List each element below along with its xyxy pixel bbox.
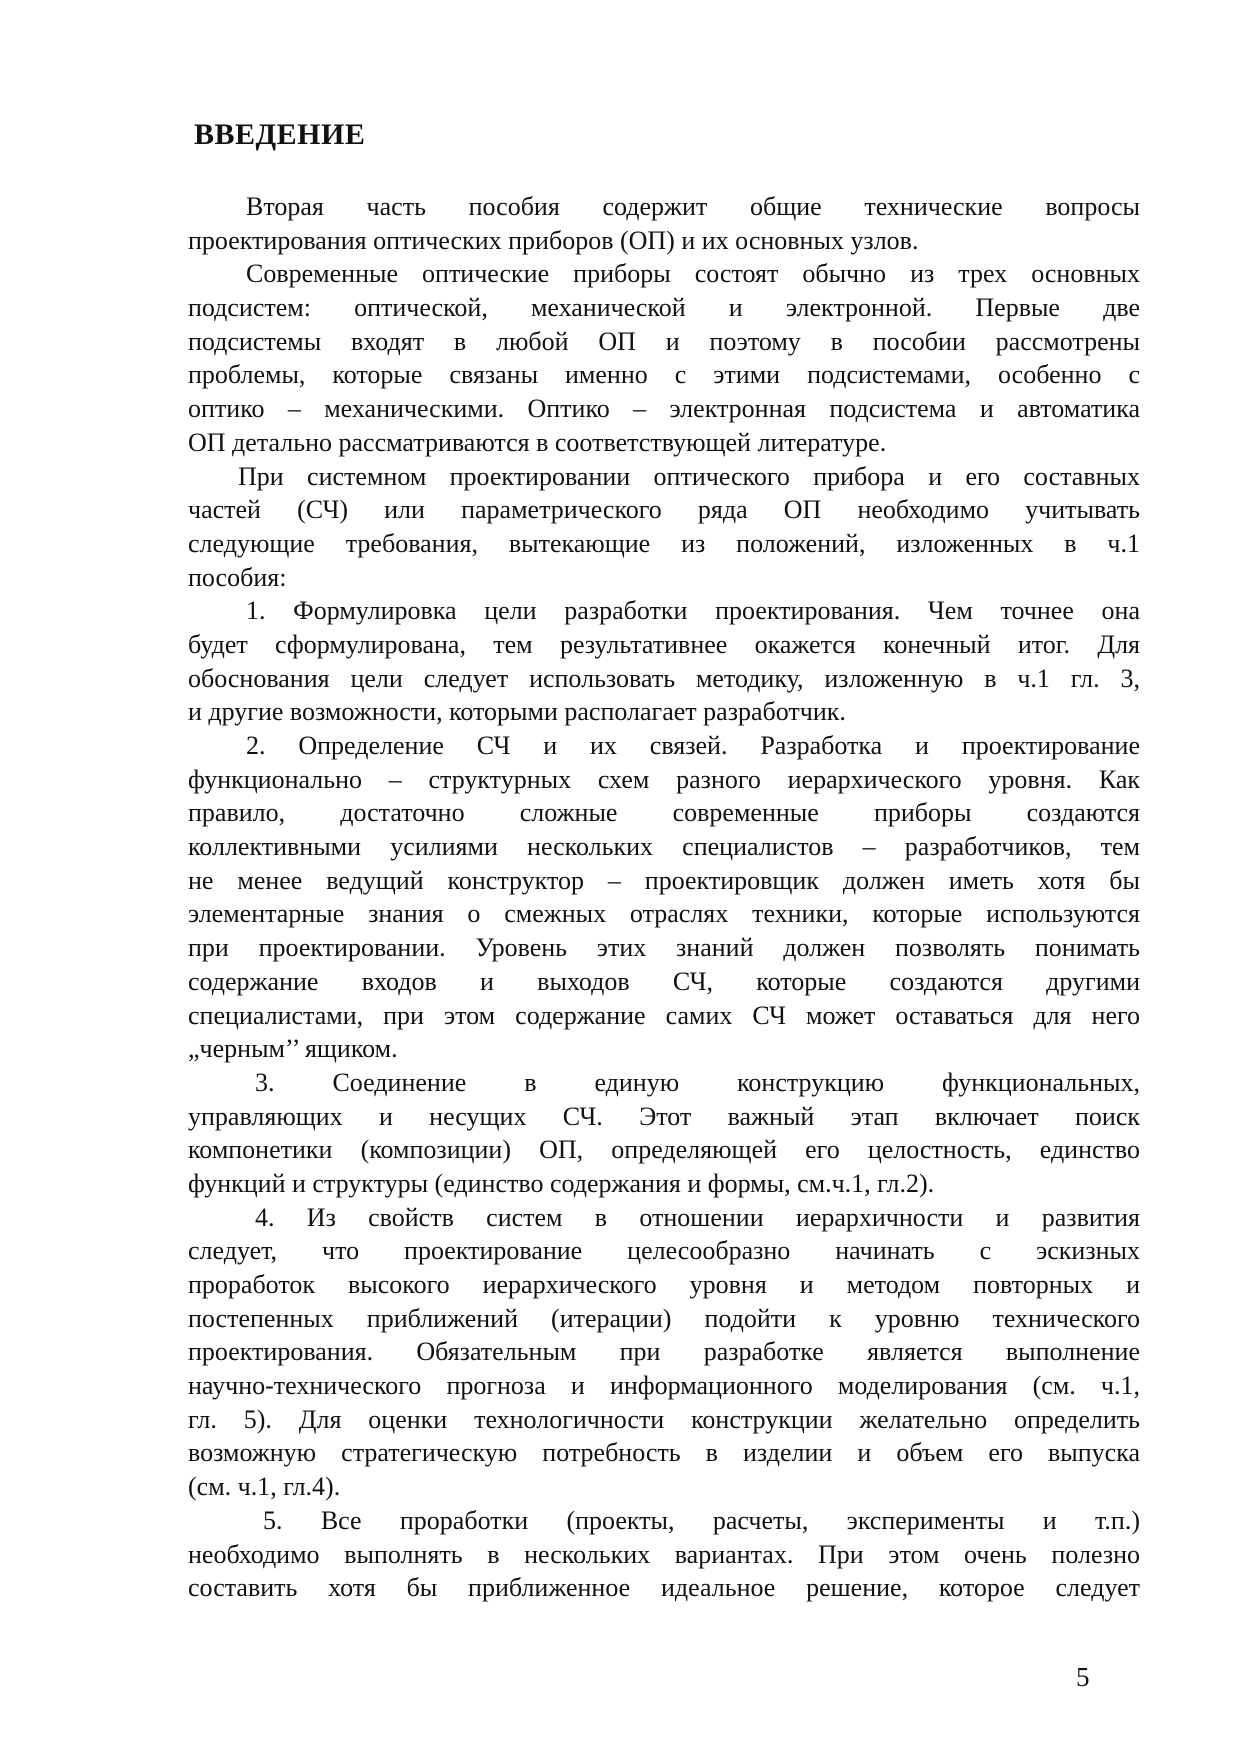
text-line: специалистами, при этом содержание самих СЧ может оставаться для него	[188, 1000, 1140, 1030]
text-line: функций и структуры (единство содержания и формы, см.ч.1, гл.2).	[188, 1168, 935, 1198]
text-line: „черным’’ ящиком.	[188, 1034, 398, 1064]
text-line: обоснования цели следует использовать методику, изложенную в ч.1 гл. 3,	[188, 663, 1140, 693]
text-line: (см. ч.1, гл.4).	[188, 1472, 341, 1502]
text-line: ОП детально рассматриваются в соответствующей литературе.	[188, 427, 887, 457]
text-line: При системном проектировании оптического прибора и его составных	[238, 461, 1140, 491]
text-line: составить хотя бы приближенное идеальное решение, которое следует	[188, 1573, 1140, 1603]
text-line: пособия:	[188, 562, 287, 592]
text-line: проработок высокого иерархического уровня и методом повторных и	[188, 1270, 1140, 1299]
text-line: не менее ведущий конструктор – проектировщик должен иметь хотя бы	[188, 865, 1140, 895]
text-line: следует, что проектирование целесообразно начинать с эскизных	[188, 1236, 1140, 1266]
text-line: 4. Из свойств систем в отношении иерархичности и развития	[255, 1202, 1140, 1232]
text-line: Вторая часть пособия содержит общие технические вопросы	[246, 192, 1140, 221]
text-line: гл. 5). Для оценки технологичности конструкции желательно определить	[188, 1404, 1140, 1434]
body-text	[188, 190, 1140, 1605]
text-line: проблемы, которые связаны именно с этими подсистемами, особенно с	[188, 360, 1140, 390]
text-line: возможную стратегическую потребность в изделии и объем его выпуска	[188, 1438, 1140, 1468]
text-line: коллективными усилиями нескольких специалистов – разработчиков, тем	[188, 832, 1140, 862]
page-number: 5	[1076, 1662, 1090, 1692]
text-line: 1. Формулировка цели разработки проектирования. Чем точнее она	[246, 596, 1140, 626]
text-line: проектирования оптических приборов (ОП) и их основных узлов.	[188, 225, 919, 255]
text-line: 3. Соединение в единую конструкцию функциональных,	[255, 1067, 1140, 1097]
text-line: функционально – структурных схем разного иерархического уровня. Как	[188, 764, 1140, 794]
text-line: 5. Все проработки (проекты, расчеты, эксперименты и т.п.)	[263, 1505, 1140, 1535]
text-line: Современные оптические приборы состоят обычно из трех основных	[246, 259, 1140, 289]
text-line: проектирования. Обязательным при разработке является выполнение	[188, 1337, 1140, 1367]
text-line: научно-технического прогноза и информационного моделирования (см. ч.1,	[188, 1371, 1140, 1401]
text-line: частей (СЧ) или параметрического ряда ОП необходимо учитывать	[188, 495, 1140, 525]
text-line: следующие требования, вытекающие из положений, изложенных в ч.1	[188, 528, 1140, 558]
text-line: компонетики (композиции) ОП, определяющей его целостность, единство	[188, 1135, 1140, 1165]
text-line: 2. Определение СЧ и их связей. Разработка и проектирование	[246, 731, 1140, 760]
text-line: подсистемы входят в любой ОП и поэтому в пособии рассмотрены	[188, 326, 1140, 356]
text-line: оптико – механическими. Оптико – электронная подсистема и автоматика	[188, 394, 1140, 424]
section-heading: ВВЕДЕНИЕ	[194, 118, 366, 151]
text-line: элементарные знания о смежных отраслях техники, которые используются	[188, 899, 1140, 929]
text-line: будет сформулирована, тем результативнее окажется конечный итог. Для	[188, 629, 1140, 659]
text-line: содержание входов и выходов СЧ, которые создаются другими	[188, 966, 1140, 996]
text-line: необходимо выполнять в нескольких вариантах. При этом очень полезно	[188, 1539, 1140, 1569]
text-line: управляющих и несущих СЧ. Этот важный этап включает поиск	[188, 1101, 1140, 1131]
text-line: при проектировании. Уровень этих знаний должен позволять понимать	[188, 933, 1140, 963]
text-line: подсистем: оптической, механической и электронной. Первые две	[188, 293, 1140, 323]
text-line: правило, достаточно сложные современные приборы создаются	[188, 798, 1140, 828]
text-line: и другие возможности, которыми располагает разработчик.	[188, 697, 846, 727]
text-line: постепенных приближений (итерации) подойти к уровню технического	[188, 1303, 1140, 1333]
